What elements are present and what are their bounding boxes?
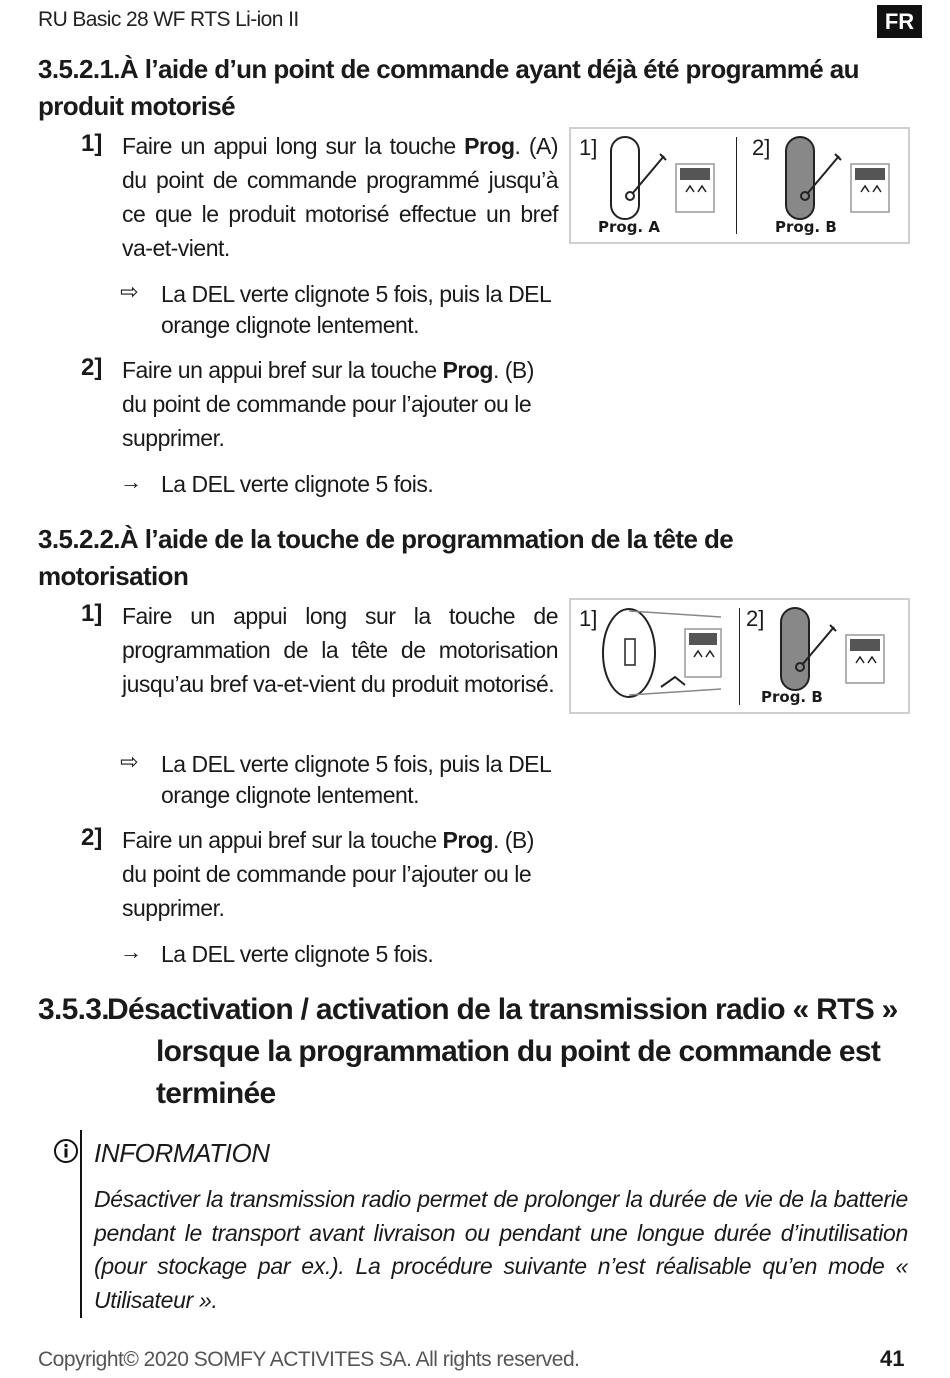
section-number-353: 3.5.3. [38, 993, 109, 1026]
step-text: Faire un appui long sur la touche Prog. (A) du point de commande programmé jusqu’à ce que le produit motorisé effectue un bref va-et-vient. [122, 133, 558, 261]
step-number: 1] [81, 600, 103, 627]
info-body: Désactiver la transmission radio permet de prolonger la durée de vie de la batterie pendant le transport avant livraison ou pendant une longue durée d’inutilisation (pour stockage par ex.). La procédure suivante n’est réalisable qu’en mode « Utilisateur ». [94, 1186, 908, 1313]
step-number: 2] [81, 824, 103, 851]
section-heading-353-line1: Désactivation / activation de la transmission radio « RTS » [107, 993, 898, 1026]
figure-caption: Prog. B [775, 218, 837, 236]
figure-caption: Prog. A [598, 218, 660, 236]
result-arrow-icon: ⇨ [120, 749, 139, 774]
step-result: La DEL verte clignote 5 fois. [161, 471, 434, 497]
figure-caption: Prog. B [761, 688, 823, 706]
figure-remote-programming [569, 127, 910, 244]
section-heading-353-line2: lorsque la programmation du point de commande est [156, 1035, 881, 1068]
figure-divider [736, 137, 737, 234]
step-text: Faire un appui bref sur la touche Prog. (B) du point de commande pour l’ajouter ou le supprimer. [122, 357, 534, 451]
step-number: 1] [81, 130, 103, 157]
step-result: La DEL verte clignote 5 fois, puis la DEL orange clignote lentement. [161, 751, 551, 808]
figure-divider [739, 608, 740, 705]
result-arrow-icon: ⇨ [120, 279, 139, 304]
section-heading-3522: 3.5.2.2.À l’aide de la touche de programmation de la tête de motorisation [38, 524, 734, 591]
info-divider [80, 1130, 82, 1318]
figure-step-label: 1] [579, 606, 598, 631]
figure-motor-head-programming [569, 598, 910, 714]
step-result: La DEL verte clignote 5 fois. [161, 941, 434, 967]
remote-control-icon [776, 605, 896, 695]
figure-step-label: 2] [746, 606, 765, 631]
info-title: INFORMATION [94, 1138, 270, 1168]
step-text: Faire un appui bref sur la touche Prog. (B) du point de commande pour l’ajouter ou le supprimer. [122, 827, 534, 921]
step-result: La DEL verte clignote 5 fois, puis la DEL orange clignote lentement. [161, 281, 551, 338]
section-heading-353-line3: terminée [156, 1077, 276, 1110]
remote-control-icon [781, 134, 901, 224]
motor-head-icon [601, 603, 731, 707]
step-number: 2] [81, 354, 103, 381]
result-arrow-icon: → [120, 469, 142, 494]
footer-copyright: Copyright© 2020 SOMFY ACTIVITES SA. All rights reserved. [38, 1348, 580, 1371]
language-badge: FR [877, 5, 922, 38]
figure-step-label: 2] [752, 135, 771, 160]
remote-control-icon [606, 134, 726, 224]
info-icon [53, 1138, 79, 1164]
result-arrow-icon: → [120, 939, 142, 964]
page-number: 41 [880, 1346, 905, 1371]
step-text: Faire un appui long sur la touche de programmation de la tête de motorisation jusqu’au bref va-et-vient du produit motorisé. [122, 603, 558, 697]
document-title: RU Basic 28 WF RTS Li-ion II [38, 8, 299, 31]
section-heading-3521: 3.5.2.1.À l’aide d’un point de commande ayant déjà été programmé au produit motorisé [38, 54, 859, 121]
figure-step-label: 1] [579, 135, 598, 160]
